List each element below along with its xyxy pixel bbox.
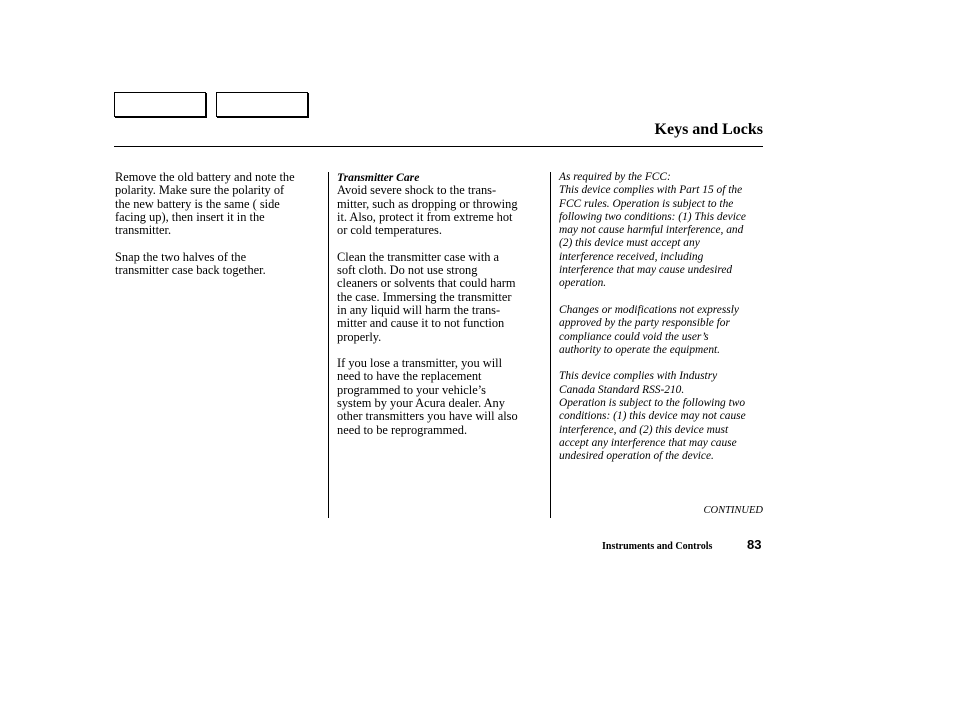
text-line: system by your Acura dealer. Any — [337, 396, 505, 411]
battery-replace-paragraph — [115, 171, 320, 237]
text-line: need to have the replacement — [337, 369, 482, 384]
clean-case-paragraph — [337, 251, 543, 344]
text-line: If you lose a transmitter, you will — [337, 356, 503, 371]
text-line: the case. Immersing the transmitter — [337, 289, 512, 304]
text-line: authority to operate the equipment. — [559, 343, 721, 356]
text-line: interference, and (2) this device must — [559, 423, 729, 436]
page-title: Keys and Locks — [654, 121, 763, 138]
text-line: Snap the two halves of the — [115, 249, 247, 264]
text-line: As required by the FCC: — [559, 171, 671, 183]
text-line: polarity. Make sure the polarity of — [115, 183, 285, 198]
text-line: mitter, such as dropping or throwing — [337, 196, 518, 211]
text-line: (2) this device must accept any — [559, 237, 700, 250]
text-line: facing up), then insert it in the — [115, 209, 265, 224]
text-line: other transmitters you have will also — [337, 409, 518, 424]
text-line: interference that may cause undesired — [559, 264, 733, 277]
text-line: transmitter. — [115, 223, 172, 238]
text-line: undesired operation of the device. — [559, 450, 714, 463]
transmitter-care-heading: Transmitter Care — [337, 171, 420, 184]
middle-column — [337, 171, 543, 450]
text-line: the new battery is the same ( side — [115, 196, 280, 211]
text-line: This device complies with Part 15 of the — [559, 184, 743, 197]
text-line: Avoid severe shock to the trans- — [337, 183, 497, 198]
industry-canada-paragraph — [559, 370, 769, 463]
text-line: Clean the transmitter case with a — [337, 249, 500, 264]
text-line: operation. — [559, 277, 607, 290]
text-line: This device complies with Industry — [559, 370, 718, 383]
text-line: soft cloth. Do not use strong — [337, 263, 478, 278]
text-line: programmed to your vehicle’s — [337, 382, 486, 397]
text-line: approved by the party responsible for — [559, 317, 730, 330]
text-line: transmitter case back together. — [115, 263, 266, 278]
text-line: need to be reprogrammed. — [337, 422, 468, 437]
header-divider — [114, 146, 763, 147]
column-divider — [328, 172, 329, 518]
previous-page-button[interactable] — [114, 92, 206, 117]
text-line: it. Also, protect it from extreme hot — [337, 209, 513, 224]
text-line: accept any interference that may cause — [559, 436, 737, 449]
text-line: or cold temperatures. — [337, 223, 442, 238]
text-line: Operation is subject to the following two — [559, 397, 746, 410]
text-line: compliance could void the user’s — [559, 330, 709, 343]
text-line: FCC rules. Operation is subject to the — [559, 197, 734, 210]
text-line: conditions: (1) this device may not cause — [559, 410, 746, 423]
text-line: following two conditions: (1) This device — [559, 210, 746, 223]
text-line: may not cause harmful interference, and — [559, 224, 744, 237]
avoid-shock-paragraph — [337, 184, 543, 237]
footer-section-label: Instruments and Controls — [602, 541, 713, 552]
text-line: Canada Standard RSS-210. — [559, 383, 685, 396]
text-line: Remove the old battery and note the — [115, 170, 295, 184]
page-number: 83 — [747, 537, 762, 552]
text-line: cleaners or solvents that could harm — [337, 276, 516, 291]
modifications-warning-paragraph — [559, 304, 769, 357]
text-line: in any liquid will harm the trans- — [337, 302, 501, 317]
left-column — [115, 171, 320, 291]
next-page-button[interactable] — [216, 92, 308, 117]
continued-note: CONTINUED — [703, 505, 763, 516]
text-line: Changes or modifications not expressly — [559, 303, 739, 316]
lost-transmitter-paragraph — [337, 357, 543, 437]
right-column — [559, 171, 769, 477]
text-line: mitter and cause it to not function — [337, 316, 505, 331]
fcc-statement-paragraph — [559, 171, 769, 291]
text-line: properly. — [337, 329, 382, 344]
text-line: interference received, including — [559, 250, 704, 263]
column-divider — [550, 172, 551, 518]
snap-halves-paragraph — [115, 251, 320, 278]
